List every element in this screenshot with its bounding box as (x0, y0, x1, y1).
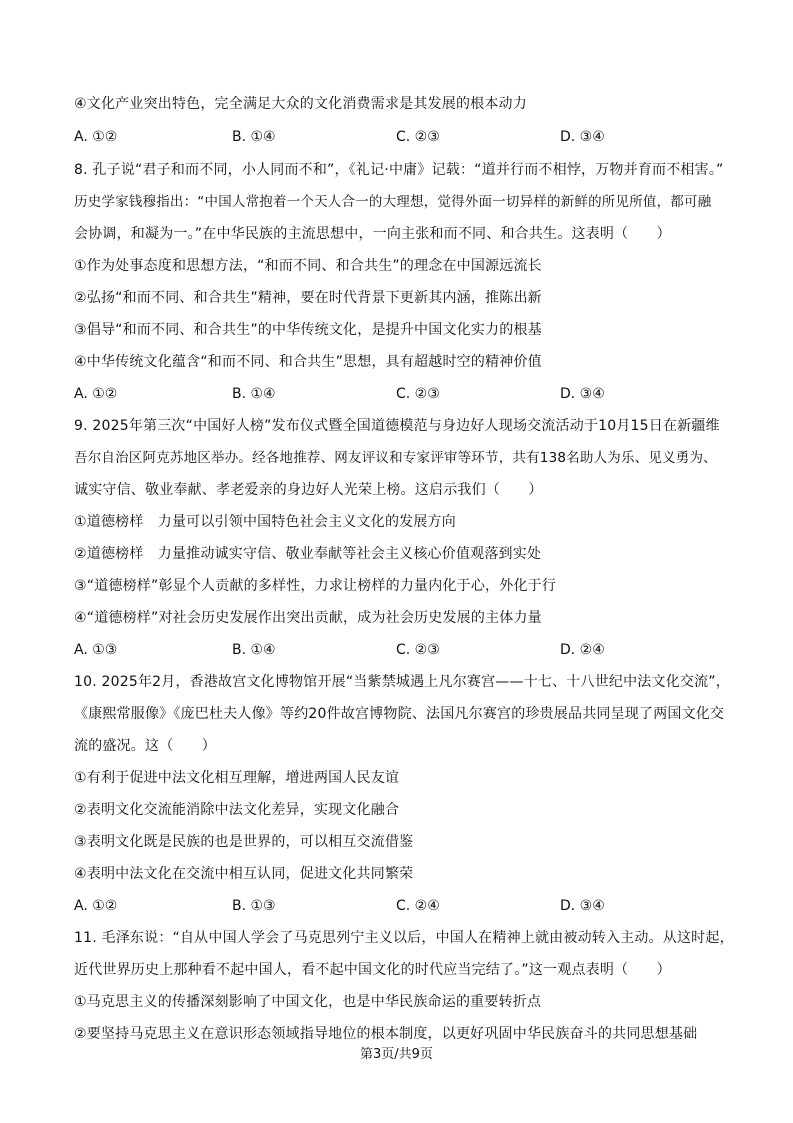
answer-options (74, 127, 734, 147)
option-statement: ③“道德榜样”彰显个人贡献的多样性，力求让榜样的力量内化于心，外化于行 (74, 578, 557, 594)
option-statement: ④“道德榜样”对社会历史发展作出突出贡献，成为社会历史发展的主体力量 (74, 610, 542, 626)
option-statement: ①道德榜样 力量可以引领中国特色社会主义文化的发展方向 (74, 514, 456, 530)
question-8-stem: 会协调，和凝为一。”在中华民族的主流思想中，一向主张和而不同、和合共生。这表明（ ） (74, 226, 671, 242)
answer-option-a[interactable]: A. ①③ (74, 642, 118, 658)
option-statement: ④中华传统文化蕴含“和而不同、和合共生”思想，具有超越时空的精神价值 (74, 354, 542, 370)
option-statement: ②弘扬“和而不同、和合共生”精神，要在时代背景下更新其内涵，推陈出新 (74, 290, 542, 306)
question-10-stem: 10. 2025年2月，香港故宫文化博物馆开展“当紫禁城遇上凡尔赛宫——十七、十八世纪中法文化交流”， (74, 674, 730, 690)
question-8-stem: 历史学家钱穆指出：“中国人常抱着一个天人合一的大理想，觉得外面一切异样的新鲜的所见所值，都可融 (74, 194, 712, 210)
answer-option-c[interactable]: C. ②④ (396, 898, 440, 914)
option-statement: ④文化产业突出特色，完全满足大众的文化消费需求是其发展的根本动力 (74, 96, 527, 112)
answer-option-c[interactable]: C. ②③ (396, 129, 440, 145)
option-statement: ③表明文化既是民族的也是世界的，可以相互交流借鉴 (74, 834, 414, 850)
answer-option-a[interactable]: A. ①② (74, 386, 118, 402)
option-statement: ④表明中法文化在交流中相互认同，促进文化共同繁荣 (74, 866, 414, 882)
option-statement: ②道德榜样 力量推动诚实守信、敬业奉献等社会主义核心价值观落到实处 (74, 546, 542, 562)
answer-option-d[interactable]: D. ②④ (560, 642, 605, 658)
question-10-stem: 《康熙常服像》《庞巴杜夫人像》等约20件故宫博物院、法国凡尔赛宫的珍贵展品共同呈现了两国文化交 (74, 706, 725, 722)
answer-option-b[interactable]: B. ①④ (232, 129, 276, 145)
question-9-stem: 吾尔自治区阿克苏地区举办。经各地推荐、网友评议和专家评审等环节，共有138名助人为乐、见义勇为、 (74, 450, 717, 466)
answer-option-d[interactable]: D. ③④ (560, 129, 605, 145)
answer-option-a[interactable]: A. ①② (74, 129, 118, 145)
question-11-stem: 11. 毛泽东说：“自从中国人学会了马克思列宁主义以后，中国人在精神上就由被动转入主动。从这时起， (74, 930, 734, 946)
question-8-stem: 8. 孔子说“君子和而不同，小人同而不和”，《礼记·中庸》记载：“道并行而不相悖，万物并育而不相害。” (74, 162, 724, 178)
question-10-stem: 流的盛况。这（ ） (74, 738, 216, 754)
question-11-stem: 近代世界历史上那种看不起中国人，看不起中国文化的时代应当完结了。”这一观点表明（ ） (74, 962, 671, 978)
answer-options (74, 640, 734, 660)
answer-option-b[interactable]: B. ①④ (232, 386, 276, 402)
question-9-stem: 9. 2025年第三次“中国好人榜”发布仪式暨全国道德模范与身边好人现场交流活动于10月15日在新疆维 (74, 418, 720, 434)
answer-options (74, 896, 734, 916)
answer-option-a[interactable]: A. ①② (74, 898, 118, 914)
option-statement: ②要坚持马克思主义在意识形态领域指导地位的根本制度，以更好巩固中华民族奋斗的共同思想基础 (74, 1026, 698, 1042)
option-statement: ①马克思主义的传播深刻影响了中国文化，也是中华民族命运的重要转折点 (74, 994, 542, 1010)
answer-option-c[interactable]: C. ②③ (396, 386, 440, 402)
answer-option-b[interactable]: B. ①④ (232, 642, 276, 658)
answer-option-d[interactable]: D. ③④ (560, 898, 605, 914)
option-statement: ①有利于促进中法文化相互理解，增进两国人民友谊 (74, 770, 400, 786)
answer-option-b[interactable]: B. ①③ (232, 898, 276, 914)
page-number-footer: 第3页/共9页 (360, 1047, 433, 1062)
option-statement: ③倡导“和而不同、和合共生”的中华传统文化，是提升中国文化实力的根基 (74, 322, 542, 338)
option-statement: ②表明文化交流能消除中法文化差异，实现文化融合 (74, 802, 400, 818)
question-9-stem: 诚实守信、敬业奉献、孝老爱亲的身边好人光荣上榜。这启示我们（ ） (74, 482, 543, 498)
answer-option-c[interactable]: C. ②③ (396, 642, 440, 658)
answer-option-d[interactable]: D. ③④ (560, 386, 605, 402)
answer-options (74, 384, 734, 404)
option-statement: ①作为处事态度和思想方法，“和而不同、和合共生”的理念在中国源远流长 (74, 258, 542, 274)
